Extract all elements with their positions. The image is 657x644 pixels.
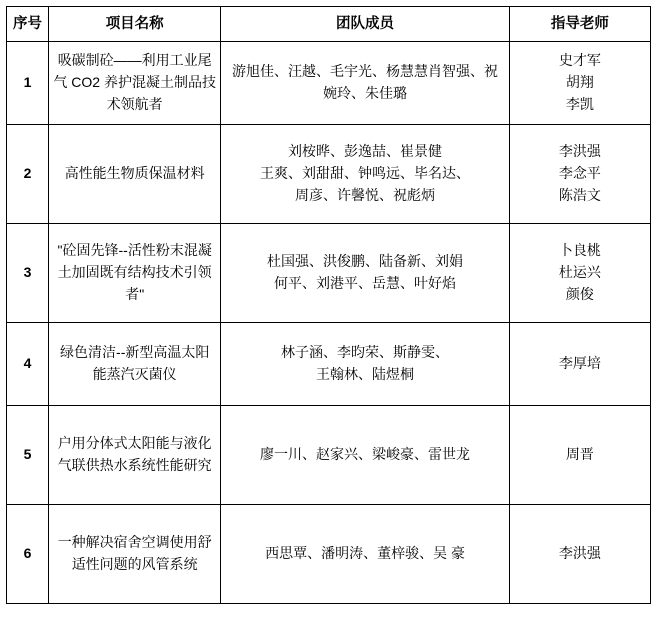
row-team-members: 西思覃、潘明涛、董梓骏、吴 豪 bbox=[221, 505, 509, 604]
row-index: 2 bbox=[7, 125, 49, 224]
row-advisor: 史才军 胡翔 李凯 bbox=[509, 42, 650, 125]
row-project-title: 高性能生物质保温材料 bbox=[49, 125, 221, 224]
row-advisor: 李洪强 bbox=[509, 505, 650, 604]
row-team-members: 林子涵、李昀荣、斯静雯、 王翰林、陆煜桐 bbox=[221, 323, 509, 406]
table-row bbox=[7, 505, 651, 604]
row-advisor: 李厚培 bbox=[509, 323, 650, 406]
row-team-members: 杜国强、洪俊鹏、陆备新、刘娟 何平、刘港平、岳慧、叶好焰 bbox=[221, 224, 509, 323]
table-body bbox=[7, 42, 651, 604]
table-row bbox=[7, 42, 651, 125]
row-index: 1 bbox=[7, 42, 49, 125]
table-row bbox=[7, 323, 651, 406]
row-project-title: 户用分体式太阳能与液化气联供热水系统性能研究 bbox=[49, 406, 221, 505]
column-header-teacher: 指导老师 bbox=[509, 7, 650, 42]
column-header-members: 团队成员 bbox=[221, 7, 509, 42]
row-advisor: 卜良桃 杜运兴 颜俊 bbox=[509, 224, 650, 323]
row-team-members: 刘桉晔、彭逸喆、崔景健 王爽、刘甜甜、钟鸣远、毕名达、 周彦、许馨悦、祝彪炳 bbox=[221, 125, 509, 224]
row-project-title: 吸碳制砼——利用工业尾气 CO2 养护混凝土制品技术领航者 bbox=[49, 42, 221, 125]
column-header-title: 项目名称 bbox=[49, 7, 221, 42]
column-header-index: 序号 bbox=[7, 7, 49, 42]
row-advisor: 周晋 bbox=[509, 406, 650, 505]
table-row bbox=[7, 406, 651, 505]
table-row bbox=[7, 224, 651, 323]
row-index: 5 bbox=[7, 406, 49, 505]
row-team-members: 游旭佳、汪越、毛宇光、杨慧慧肖智强、祝婉玲、朱佳璐 bbox=[221, 42, 509, 125]
row-advisor: 李洪强 李念平 陈浩文 bbox=[509, 125, 650, 224]
table-header-row bbox=[7, 7, 651, 42]
row-project-title: 绿色清洁--新型高温太阳能蒸汽灭菌仪 bbox=[49, 323, 221, 406]
row-index: 4 bbox=[7, 323, 49, 406]
row-team-members: 廖一川、赵家兴、梁峻豪、雷世龙 bbox=[221, 406, 509, 505]
table-row bbox=[7, 125, 651, 224]
row-index: 3 bbox=[7, 224, 49, 323]
table-header bbox=[7, 7, 651, 42]
row-project-title: 一种解决宿舍空调使用舒适性问题的风管系统 bbox=[49, 505, 221, 604]
project-table bbox=[6, 6, 651, 604]
row-project-title: "砼固先锋--活性粉末混凝土加固既有结构技术引领者" bbox=[49, 224, 221, 323]
row-index: 6 bbox=[7, 505, 49, 604]
